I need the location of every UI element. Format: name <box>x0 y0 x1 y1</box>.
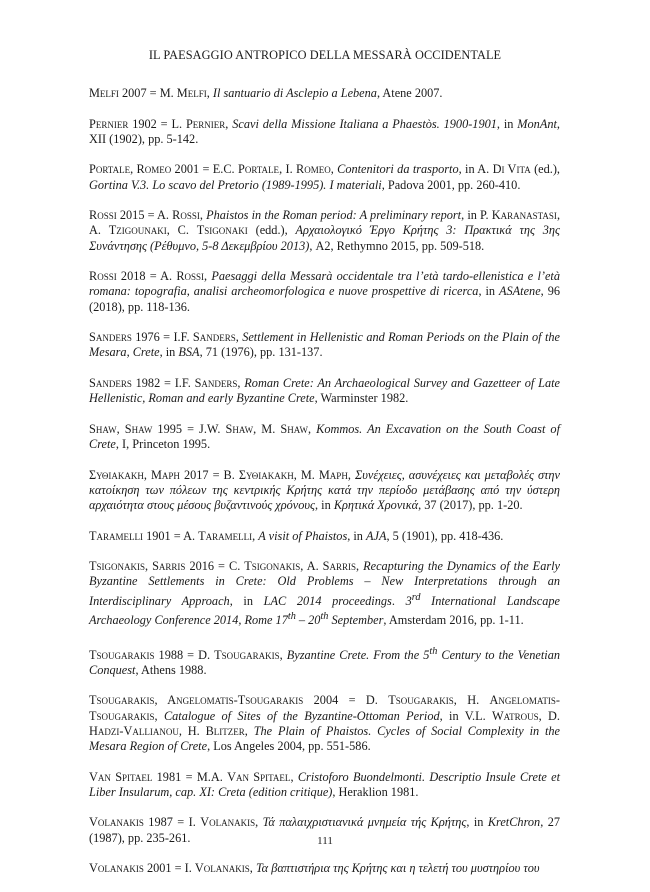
author-name: Sarris <box>322 559 357 574</box>
entry-text: , A. <box>89 208 561 238</box>
entry-text: . <box>391 593 406 608</box>
entry-title-italic: KretChron <box>487 815 541 830</box>
entry-title-italic: International Landscape Archaeology Conference 2014, Rome 17 <box>89 593 560 627</box>
entry-title-italic: Catalogue of Sites of the Byzantine-Ottoman Period <box>163 708 440 723</box>
entry-title-italic: Kommos. An Excavation on the South Coast of Crete <box>89 421 560 451</box>
author-name: Van Spitael <box>227 769 291 784</box>
author-name: Volanakis <box>89 815 144 830</box>
entry-title-italic: The Plain of Phaistos. Cycles of Social Complexity in the Mesara Region of Crete <box>89 723 560 754</box>
entry-text: , in <box>496 116 518 131</box>
author-name: Rossi <box>89 269 117 284</box>
entry-text: , <box>199 208 207 223</box>
entry-title-italic: Recapturing the Dynamics of the Early Byzantine Settlements in Crete: Old Problems – New Interpretations through an Interdisciplinary Approach <box>89 559 561 608</box>
author-name: Karanastasi <box>491 208 557 223</box>
author-name: Tsougarakis, Angelomatis-Tsougarakis <box>89 693 304 708</box>
entry-text: , A. <box>300 559 323 574</box>
author-name: Portale <box>237 162 280 177</box>
entry-title-italic: LAC 2014 proceedings <box>263 593 392 608</box>
entry-title-italic: A visit of Phaistos <box>258 528 348 543</box>
entry-text: , H. <box>178 723 206 738</box>
entry-text: , C. <box>166 223 197 238</box>
author-name: Tsougarakis <box>89 647 155 662</box>
entry-title-italic: Byzantine Crete. From the 5 <box>286 647 430 662</box>
author-name: Sanders <box>192 330 236 345</box>
author-name: Volanakis <box>200 815 256 830</box>
bibliography-entry <box>89 422 560 452</box>
entry-text: , 96 (2018), pp. 118-136. <box>89 284 560 314</box>
entry-text: , M. <box>253 421 281 436</box>
author-name: Sanders <box>89 330 132 345</box>
entry-text: (edd.), <box>247 223 296 238</box>
bibliography-list <box>89 86 560 892</box>
bibliography-entry <box>89 559 560 628</box>
entry-text: , A2, Rethymno 2015, pp. 509-518. <box>309 238 485 253</box>
entry-text: , 27 (1987), pp. 235-261. <box>89 815 560 845</box>
entry-title-italic: ASAtene <box>499 284 541 299</box>
entry-text: 2018 = A. <box>116 269 177 284</box>
page-number: 111 <box>317 835 333 847</box>
entry-title-italic: Τά παλαιχριστιανικά μνημεία τής Κρήτης <box>262 815 467 830</box>
entry-text: , <box>154 708 164 723</box>
entry-text: , <box>255 815 263 830</box>
ordinal-suffix: rd <box>411 591 421 603</box>
entry-text: , in <box>466 815 488 830</box>
entry-text: 1976 = I.F. <box>131 330 193 345</box>
ordinal-suffix: th <box>429 645 438 657</box>
entry-text: , H. <box>453 693 490 708</box>
author-name: Van Spitael <box>89 769 153 784</box>
entry-text: , Los Angeles 2004, pp. 551-586. <box>207 739 371 754</box>
entry-text: , <box>204 269 212 284</box>
author-name: Tsougarakis <box>214 647 280 662</box>
entry-text: 1901 = A. <box>143 528 199 543</box>
author-name: Μαρη <box>318 467 348 482</box>
entry-text: , I, Princeton 1995. <box>115 436 211 451</box>
entry-text: 1995 = J.W. <box>152 421 226 436</box>
entry-title-italic: Scavi della Missione Italiana a Phaestòs. 1900-1901 <box>232 116 497 131</box>
entry-text: , <box>244 723 254 738</box>
author-name: Volanakis <box>89 861 144 876</box>
bibliography-entry <box>89 208 560 254</box>
entry-text: , <box>347 467 355 482</box>
author-name: Shaw, Shaw <box>89 421 153 436</box>
entry-text: , in <box>315 497 334 512</box>
author-name: Συθιακακη <box>238 467 294 482</box>
entry-text: , in P. <box>461 208 492 223</box>
entry-text: , 37 (2017), pp. 1-20. <box>418 497 523 512</box>
entry-text: , <box>206 86 213 100</box>
entry-text: 2015 = A. <box>116 208 173 223</box>
entry-text: , <box>237 375 245 390</box>
entry-title-italic: Τα βαπτιστήρια της Κρήτης και η τελετή του μυστηρίου του <box>255 861 540 876</box>
entry-title-italic: Il santuario di Asclepio a Lebena <box>212 86 377 100</box>
entry-text: , Atene 2007. <box>376 86 443 100</box>
entry-title-italic: Settlement in Hellenistic and Roman Periods on the Plain of the Mesara, Crete <box>89 330 560 360</box>
author-name: Συθιακακη, Μαρη <box>89 467 180 482</box>
author-name: Romeo <box>296 162 331 177</box>
bibliography-entry <box>89 162 560 192</box>
entry-title-italic: 3 <box>405 593 412 608</box>
entry-title-italic: Paesaggi della Messarà occidentale tra l’età tardo-ellenistica e l’età romana: topografia, analisi archeomorfologica e nuove prospettive di ricerca <box>89 269 560 299</box>
author-name: Melfi <box>176 86 207 100</box>
entry-text: , XII (1902), pp. 5-142. <box>89 116 560 146</box>
author-name: Blitzer <box>205 723 245 738</box>
ordinal-suffix: th <box>320 610 329 622</box>
entry-text: , Warminster 1982. <box>314 391 409 406</box>
entry-title-italic: MonAnt <box>517 116 557 131</box>
entry-text: 1988 = D. <box>154 647 215 662</box>
entry-text: , Μ. <box>293 467 319 482</box>
bibliography-entry <box>89 86 560 101</box>
entry-text: , in V.L. <box>439 708 492 723</box>
author-name: Sanders <box>89 375 132 390</box>
author-name: Di Vita <box>492 162 531 177</box>
entry-text: , 71 (1976), pp. 131-137. <box>199 345 323 360</box>
entry-text: 2016 = C. <box>185 559 245 574</box>
bibliography-entry <box>89 117 560 147</box>
bibliography-entry <box>89 861 560 876</box>
bibliography-entry <box>89 330 560 360</box>
entry-text: , <box>279 647 287 662</box>
author-name: Hadzi-Vallianou <box>89 723 179 738</box>
entry-text: 2001 = E.C. <box>171 162 238 177</box>
entry-text: 2001 = I. <box>143 861 195 876</box>
author-name: Taramelli <box>89 528 144 543</box>
entry-text: , Athens 1988. <box>135 662 207 677</box>
bibliography-entry <box>89 269 560 315</box>
entry-text: , in <box>229 593 264 608</box>
author-name: Volanakis <box>194 861 250 876</box>
entry-title-italic: September <box>328 612 384 627</box>
author-name: Sanders <box>194 375 238 390</box>
bibliography-entry <box>89 644 560 679</box>
entry-text: 2017 = Β. <box>179 467 239 482</box>
author-name: Tsougarakis <box>388 693 454 708</box>
author-name: Taramelli <box>198 528 253 543</box>
entry-text: , in <box>347 528 367 543</box>
entry-text: , <box>235 330 243 345</box>
entry-text: , in <box>159 345 179 360</box>
entry-text: 1981 = M.A. <box>152 769 228 784</box>
entry-text: Padova 2001, pp. 260-410. <box>384 177 521 192</box>
ordinal-suffix: th <box>287 610 296 622</box>
entry-text: 1902 = L. <box>128 116 186 131</box>
running-head: IL PAESAGGIO ANTROPICO DELLA MESSARÀ OCCIDENTALE <box>148 48 502 62</box>
entry-text: , <box>290 769 298 784</box>
entry-title-italic: AJA <box>366 528 387 543</box>
entry-title-italic: BSA <box>178 345 200 360</box>
entry-title-italic: Αρχαιολογικό Έργο Κρήτης 3: Πρακτικά της 3ης Συνάντησης (Ρέθυμνο, 5-8 Δεκεμβρίου 2013) <box>89 223 561 253</box>
author-name: Rossi <box>176 269 205 284</box>
entry-title-italic: Century to the Venetian Conquest <box>89 647 560 677</box>
entry-title-italic: Συνέχειες, ασυνέχειες και μεταβολές στην κατοίκηση των πόλεων της κεντρικής Κρήτης κατά την περίοδο μετάβασης από την ύστερη αρχαιότητα στους μέσους βυζαντινούς χρόνους <box>89 467 560 512</box>
author-name: Pernier <box>185 116 226 131</box>
entry-text: , 5 (1901), pp. 418-436. <box>386 528 504 543</box>
author-name: Tsigonakis <box>244 559 301 574</box>
author-name: Watrous <box>492 708 539 723</box>
entry-text: , Amsterdam 2016, pp. 1-11. <box>383 612 524 627</box>
bibliography-entry <box>89 376 560 406</box>
author-name: Portale, Romeo <box>89 162 172 177</box>
author-name: Shaw <box>280 421 308 436</box>
entry-text: 1987 = I. <box>143 815 201 830</box>
bibliography-entry <box>89 693 560 754</box>
entry-text: , D. <box>538 708 560 723</box>
author-name: Melfi <box>89 86 119 100</box>
bibliography-entry <box>89 468 560 514</box>
entry-title-italic: Roman Crete: An Archaeological Survey and Gazetteer of Late Hellenistic, Roman and early Byzantine Crete <box>89 375 560 406</box>
entry-title-italic: Κρητικά Χρονικά <box>333 497 419 512</box>
entry-title-italic: Contenitori da trasporto <box>337 162 459 177</box>
entry-text: , I. <box>279 162 296 177</box>
entry-text: 2007 = M. <box>118 86 177 100</box>
author-name: Pernier <box>89 116 129 131</box>
entry-text: , <box>307 421 317 436</box>
entry-text: 2004 = D. <box>303 693 389 708</box>
author-name: Tzigounaki <box>108 223 167 238</box>
entry-text: (ed.), <box>530 162 561 177</box>
author-name: Rossi <box>172 208 200 223</box>
author-name: Tsigonaki <box>196 223 248 238</box>
author-name: Shaw <box>225 421 254 436</box>
entry-text: , Heraklion 1981. <box>332 784 419 799</box>
author-name: Rossi <box>89 208 117 223</box>
entry-text: , <box>356 559 364 574</box>
bibliography-entry <box>89 770 560 800</box>
entry-text: , <box>249 861 256 876</box>
author-name: Tsigonakis, Sarris <box>89 559 186 574</box>
entry-title-italic: Phaistos in the Roman period: A preliminary report <box>206 208 462 223</box>
entry-text: , in A. <box>458 162 493 177</box>
entry-title-italic: Cristoforo Buondelmonti. Descriptio Insule Crete et Liber Insularum, cap. XI: Creta (edition critique) <box>89 769 561 799</box>
bibliography-entry <box>89 529 560 544</box>
entry-title-italic: Gortina V.3. Lo scavo del Pretorio (1989-1995). I materiali, <box>89 177 385 192</box>
entry-text: , in <box>478 284 500 299</box>
entry-text: , <box>252 528 259 543</box>
entry-text: , <box>330 162 338 177</box>
entry-text: , <box>225 116 233 131</box>
author-name: Angelomatis-Tsougarakis <box>89 693 561 723</box>
entry-title-italic: – 20 <box>295 612 321 627</box>
entry-text: 1982 = I.F. <box>131 375 195 390</box>
